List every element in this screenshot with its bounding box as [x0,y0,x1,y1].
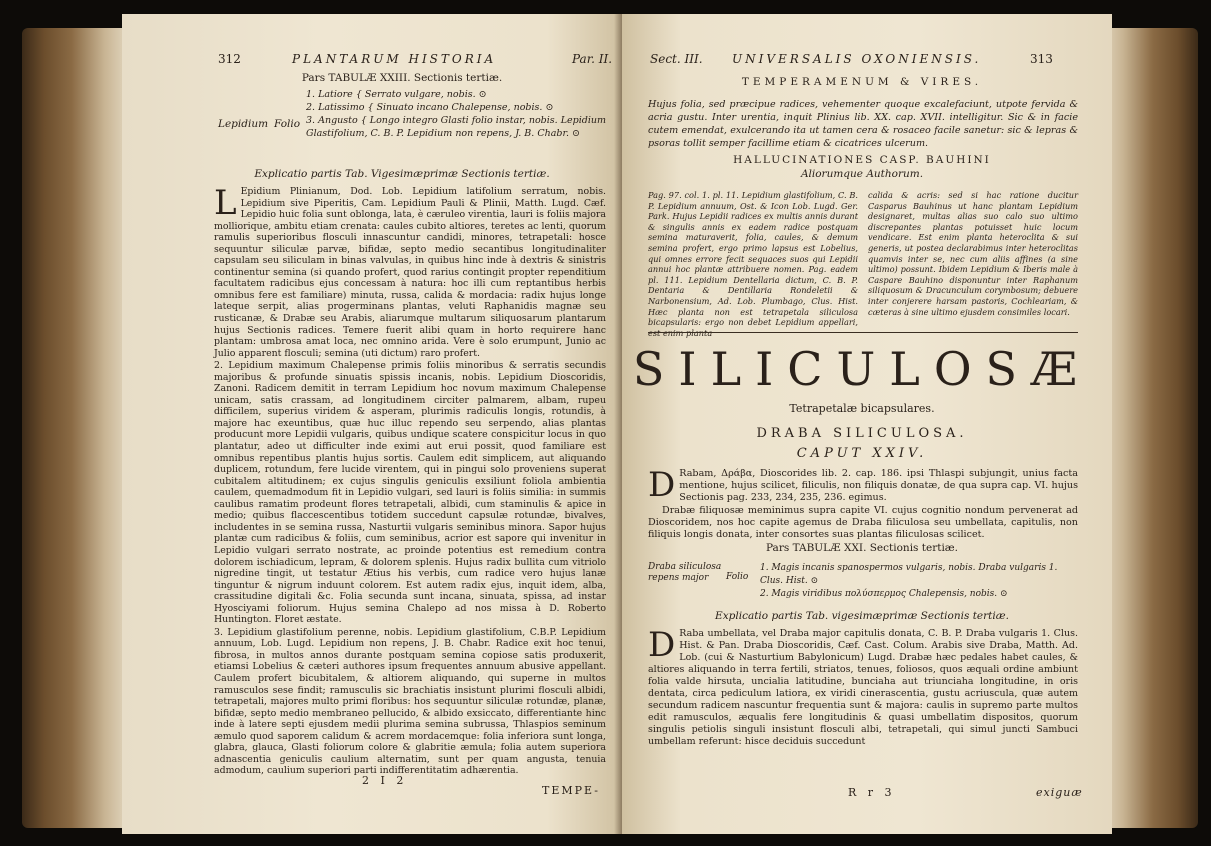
caput-heading: CAPUT XXIV. [796,446,928,461]
para-2: 2. Lepidium maximum Chalepense primis foliis minoribus & serratis secundis majoribus & profunde sinuatis spissis incanis, nobis. Lepidium Dioscoridis, Zanoni. Radicem demitit in terram Lepidium hoc novum maximum Chalepense unicam, satis crassam, ad longitudinem circiter palmarem, albam, rupeu difficilem, superius viridem & asperam, plurimis radiculis longis, rotundis, à majore hac exeuntibus, quæ huc illuc rependo seu serpendo, alias plantas producunt more Lepidii vulgaris, quibus undique scatere conspicitur locus in quo plantatur, adeo ut difficulter inde eximi aut erui possit, quod familiare est omnibus repentibus plantis hujus sortis. Caulem edit simplicem, aut aliquando duplicem, rotundum, fere lucide virentem, qui in pingui solo proveniens superat cubitalem altitudinem; ex cujus singulis geniculis exsiliunt foliola ambientia caulem, quemadmodum fit in Lepidio vulgari, sed lauri is foliis similia: in summis caulibus ramatim prodeunt flores tetrapetali, albidi, cum staminulis & apice in medio; quibus flaccescentibus totidem succedunt capsulæ rotundæ, bivalves, includentes in se semina russa, Nasturtii vulgaris seminibus minora. Sapor hujus plantæ cum radicibus & foliis, cum seminibus, acrior est sapore qui invenitur in Lepidio vulgari serrato nostrate, ac proinde potentius est remedium contra dolorem ischiadicum, lepram, & dolorem splenis. Hujus radix bullita cum vitriolo nigredine tingit, ut testatur Ætius his verbis, cum radice vero hujus lanæ tinguntur & nigrum induunt colorem. Est autem radix ejus, inquit idem, alba, crassitudine digitali &c. Folia secunda sunt incana, sinuata, spissa, ad instar Hyosciyami foliorum. Hujus semina Chalepo ad nos missa à D. Roberto Huntington. Floret æstate. [214,360,606,626]
right-page [622,14,1112,834]
left-section-label: Par. II. [572,52,613,66]
hallucinationes-columns [648,190,1078,338]
intro-para [648,465,1078,505]
right-explicatio: Explicatio partis Tab. vigesimæprimæ Sectionis tertiæ. [715,610,1009,622]
book-edge-right [1098,28,1198,828]
col-right: calida & acris: sed si hac ratione ducitur Casparus Bauhinus ut hanc plantam Lepidium designaret, multas alias suo calo suo ultimo discrepantes plantas potuisset huic locum vendicare. Est enim planta heteroclita & sui generis, ut postea declarabimus inter heteroclitas quamvis inter se, nec cum aliis affines (a sine ultimo) possunt. Ibidem Lepidium & Iberis male à Caspare Bauhino disponuntur inter Raphanum siliquosum & Dracunculum corymbosum; debuere inter conjerere harsam pastoris, Cochleariam, & cæteras à sine ultimo ejusdem consimiles locari. [868,190,1078,317]
draba-intro [648,465,1078,541]
intro-para-2: Drabæ filiquosæ meminimus supra capite VI. cujus cognitio nondum pervenerat ad Dioscoridem, nos hoc capite agemus de Draba filiculosa seu umbellata, capitulis, non filiquis longis donata, inter consortes suas plantas filiculosas scilicet. [648,504,1078,541]
draba-description [648,625,1078,748]
table-entry: 2. Magis viridibus πολύσπερμος Chalepensis, nobis. ⊙ [760,589,1008,599]
right-section-label: Sect. III. [650,52,703,66]
table-entry: 1. Magis incanis spanospermos vulgaris, nobis. Draba vulgaris 1. Clus. Hist. ⊙ [760,563,1058,586]
folio-label: Folio [274,118,301,130]
siliculosae-subtitle: Tetrapetalæ bicapsulares. [789,402,935,415]
siliculosae-title: SILICULOSÆ [632,342,1092,396]
table-entry: 3. Angusto { Longo integro Glasti folio instar, nobis. Lepidium Glastifolium, C. B. P. Lepidium non repens, J. B. Chabr. ⊙ [306,115,606,139]
right-catchword: exiguæ [1036,786,1083,799]
draba-description-text: Raba umbellata, vel Draba major capitulis donata, C. B. P. Draba vulgaris 1. Clus. Hist. & Pan. Draba Dioscoridis, Cæf. Cast. Colum. Arabis sive Draba, Matth. Ad. Lob. (cui & Nasturtium Babylonicum) Lugd. Drabæ hæc pedales habet caules, & altiores aliquando in terra fertili, striatos, tenues, foliosos, quos æquali ordine ambiunt folia valde hirsuta, uncialia latitudine, bunciaha aut triunciaha longitudine, in oris dentata, circa pediculum latiora, ex viridi cinerascentia, gustu acriuscula, quæ autem secundum radicem nascuntur frequentia sunt & majora: caulis in supremo parte multos edit ramusculos, æqualis fere longitudinis & quasi umbellatim dispositos, quorum singulis petiolis singuli insistunt flosculi albi, tetrapetali, qui simul juncti Sambuci umbellam referunt: hisce deciduis succedunt [648,628,1078,747]
draba-table-label: Draba siliculosa repens major [648,562,722,583]
hallucinationes-heading: HALLUCINATIONES CASP. BAUHINI [733,154,991,166]
temperamentum-text: Hujus folia, sed præcipue radices, vehementer quoque excalefaciunt, utpote fervida & acria gustu. Inter urentia, inquit Plinius lib. XX. cap. XVII. intelligitur. Sic & in facie cutem emendat, exulcerando ita ut tamen cera & rosaceo facile sanetur: sic & lepras & psoras tollit semper facillime etiam & cicatrices ulcerum. [648,99,1078,149]
right-running-title: UNIVERSALIS OXONIENSIS. [732,52,982,66]
temperamentum-heading: TEMPERAMENUM & VIRES. [741,76,983,88]
para-3: 3. Lepidium glastifolium perenne, nobis. Lepidium glastifolium, C.B.P. Lepidium annuum, Lob. Lugd. Lepidium non repens, J. B. Chabr. Radice exit hoc tenui, fibrosa, in multos annos durante postquam semina copiose satis produxerit, etiamsi Lobelius & cæteri authores ipsum frequentes annuum abusive appellant. Caulem profert bicubitalem, & altiorem aliquando, qui superne in multos ramusculos sese findit; ramusculis sic brachiatis insistunt plurimi flosculi albidi, tetrapetali, majores multo primi floribus: hos sequuntur siliculæ rotundæ, planæ, bifidæ, septo medio membraneo pellucido, & albido exsiccato, differentiante hinc inde à latere septi ejusdem medii plurima semina subrussa, Thlaspios seminum æmulo quod saporem calidum & acrem mordacemque: folia inferiora sunt longa, glabra, glauca, Glasti foliorum colore & glabritie æmula; folia autem superiora adnascentia geniculis caulium alternatim, sunt per quam angusta, tenuia admodum, caulium superiori parti indifferentitatim adhærentia. [214,626,606,777]
left-table-caption: Pars TABULÆ XXIII. Sectionis tertiæ. [301,72,503,84]
left-explicatio: Explicatio partis Tab. Vigesimæprimæ Sectionis tertiæ. [254,168,550,180]
dropcap-l: L [214,183,237,223]
para-1-text: Epidium Plinianum, Dod. Lob. Lepidium latifolium serratum, nobis. Lepidium sive Piperitis, Cam. Lepidium Pauli & Plinii, Matth. Lugd. Cæf. Lepidio huic folia sunt oblonga, lata, è cæruleo virentia, lauri is foliis majora molliorique, ambitu etiam crenata: caules cubito altiores, teretes ac lenti, quorum ramulis superioribus flosculi innascuntur candidi, minores, tetrapetali: hosce sequuntur siliculæ parvæ, bifidæ, septo medio secantibus longitudinaliter capsulam seu siliculam in binas valvulas, in quibus hinc inde à dextris & sinistris continentur semina (si quando profert, quod rarius contingit propter rependitium facultatem radicibus ejus concessam à natura: hoc illi cum reptantibus herbis omnibus fere est familiare) minuta, russa, calida & mordacia: radix hujus longe lateque serpit, alias progerminans plantas, veluti Raphanidis magnæ seu rusticanæ, & Drabæ seu Arabis, aliarumque multarum siliquosarum plantarum hujus Sectionis radices. Temere fuerit alibi quam in horto requirere hanc plantam: umbrosa amat loca, nec omnino arida. Vere è solo erumpunt, Junio ac Julio apparent flosculi; semina (uti dictum) raro profert. [214,186,606,359]
left-page-number: 312 [218,52,241,66]
draba-table [760,562,1080,601]
right-page-number: 313 [1030,52,1053,66]
table-entry: 2. Latissimo { Sinuato incano Chalepense, nobis. ⊙ [306,102,554,113]
divider [648,332,1078,333]
book-edge-left [22,28,132,828]
left-catchword: TEMPE- [542,784,600,797]
right-signature: R r 3 [848,786,896,799]
lepidium-label: Lepidium [218,118,269,130]
intro-text: Rabam, Δράβα, Dioscorides lib. 2. cap. 186. ipsi Thlaspi subjungit, unius facta mentione, hujus scilicet, filiculis, non filiquis donatæ, de qua supra cap. VI. hujus Sectionis pag. 233, 234, 235, 236. egimus. [679,468,1078,504]
left-running-title: PLANTARUM HISTORIA [292,52,497,66]
open-book [18,8,1198,838]
lepidium-table [306,88,606,140]
table-entry: 1. Latiore { Serrato vulgare, nobis. ⊙ [306,89,487,100]
left-page [122,14,622,834]
draba-folio-label: Folio [726,572,749,582]
left-signature: 2 I 2 [362,774,408,787]
para-1 [214,183,606,359]
col-left: Pag. 97. col. 1. pl. 11. Lepidium glastifolium, C. B. P. Lepidium annuum, Ost. & Icon Lob. Lugd. Ger. Park. Hujus Lepidii radices ex multis annis durant & singulis annis ex eadem radice postquam semina maturaverit, folia, caules, & demum semina profert, ergo primo lapsus est Lobelius, qui omnes errore fecit sequaces suos qui Lepidii annui hoc plantæ attribuere nomen. Pag. eadem pl. 111. Lepidium Dentellaria dictum, C. B. P. Dentaria & Dentillaria Rondeletii & Narbonensium, Ad. Lob. Plumbago, Clus. Hist. Hæc planta non est tetrapetala siliculosa bicapsularis: ergo non debet Lepidium appellari, [648,190,858,328]
hallucinationes-sub: Aliorumque Authorum. [800,168,924,180]
dropcap-d2: D [648,625,676,665]
left-body [214,183,606,777]
dropcap-d1: D [648,465,676,505]
right-table-caption: Pars TABULÆ XXI. Sectionis tertiæ. [765,542,959,554]
draba-heading: DRABA SILICULOSA. [756,426,968,441]
